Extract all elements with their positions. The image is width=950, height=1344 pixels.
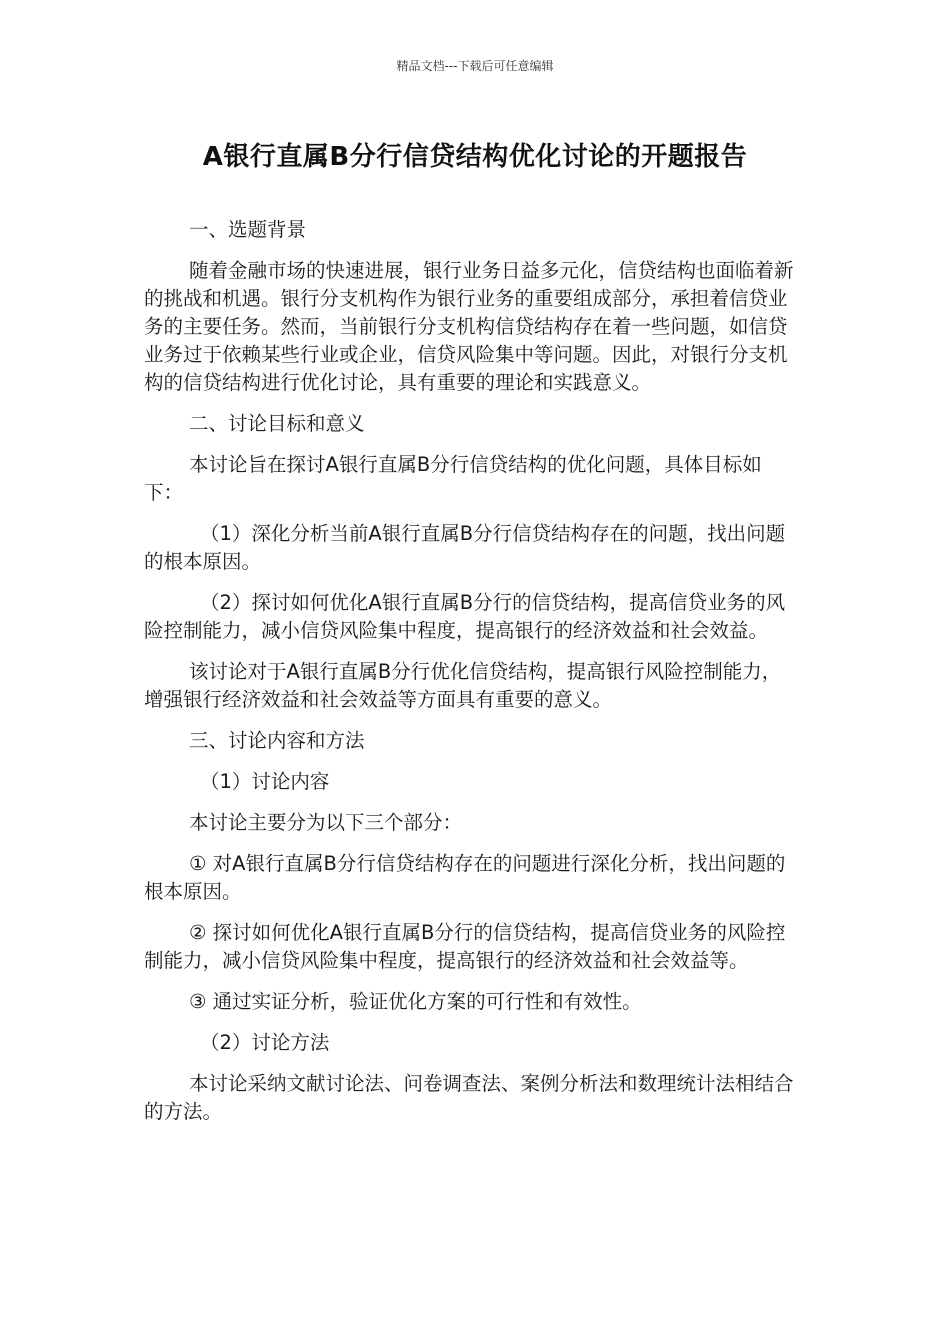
section-heading-objectives: 二、讨论目标和意义 bbox=[189, 412, 365, 435]
subheading-method: （2）讨论方法 bbox=[200, 1031, 330, 1054]
paragraph-background: 随着金融市场的快速进展，银行业务日益多元化，信贷结构也面临着新的挑战和机遇。银行分支机构作为银行业务的重要组成部分，承担着信贷业务的主要任务。然而，当前银行分支机构信贷结构存在着一些问题，如信贷业务过于依赖某些行业或企业，信贷风险集中等问题。因此，对银行分支机构的信贷结构进行优化讨论，具有重要的理论和实践意义。 bbox=[144, 259, 794, 394]
content-item-1: ① 对A银行直属B分行信贷结构存在的问题进行深化分析，找出问题的根本原因。 bbox=[144, 852, 786, 903]
section-heading-background: 一、选题背景 bbox=[189, 218, 307, 241]
content-item-3: ③ 通过实证分析，验证优化方案的可行性和有效性。 bbox=[189, 990, 642, 1013]
objective-item-2: （2）探讨如何优化A银行直属B分行的信贷结构，提高信贷业务的风险控制能力，减小信贷风险集中程度，提高银行的经济效益和社会效益。 bbox=[144, 591, 786, 642]
objective-item-1: （1）深化分析当前A银行直属B分行信贷结构存在的问题，找出问题的根本原因。 bbox=[144, 522, 786, 573]
subheading-content: （1）讨论内容 bbox=[200, 770, 330, 793]
paragraph-significance: 该讨论对于A银行直属B分行优化信贷结构，提高银行风险控制能力，增强银行经济效益和社会效益等方面具有重要的意义。 bbox=[144, 660, 782, 711]
page-header: 精品文档---下载后可任意编辑 bbox=[396, 59, 554, 73]
paragraph-method: 本讨论采纳文献讨论法、问卷调查法、案例分析法和数理统计法相结合的方法。 bbox=[144, 1072, 794, 1123]
document-body bbox=[144, 216, 798, 1139]
section-heading-content-method: 三、讨论内容和方法 bbox=[189, 729, 365, 752]
paragraph-objectives-intro: 本讨论旨在探讨A银行直属B分行信贷结构的优化问题，具体目标如下： bbox=[144, 453, 762, 504]
paragraph-content-intro: 本讨论主要分为以下三个部分： bbox=[189, 811, 463, 834]
content-item-2: ② 探讨如何优化A银行直属B分行的信贷结构，提高信贷业务的风险控制能力，减小信贷风险集中程度，提高银行的经济效益和社会效益等。 bbox=[144, 921, 786, 972]
document-title: A银行直属B分行信贷结构优化讨论的开题报告 bbox=[202, 142, 748, 172]
